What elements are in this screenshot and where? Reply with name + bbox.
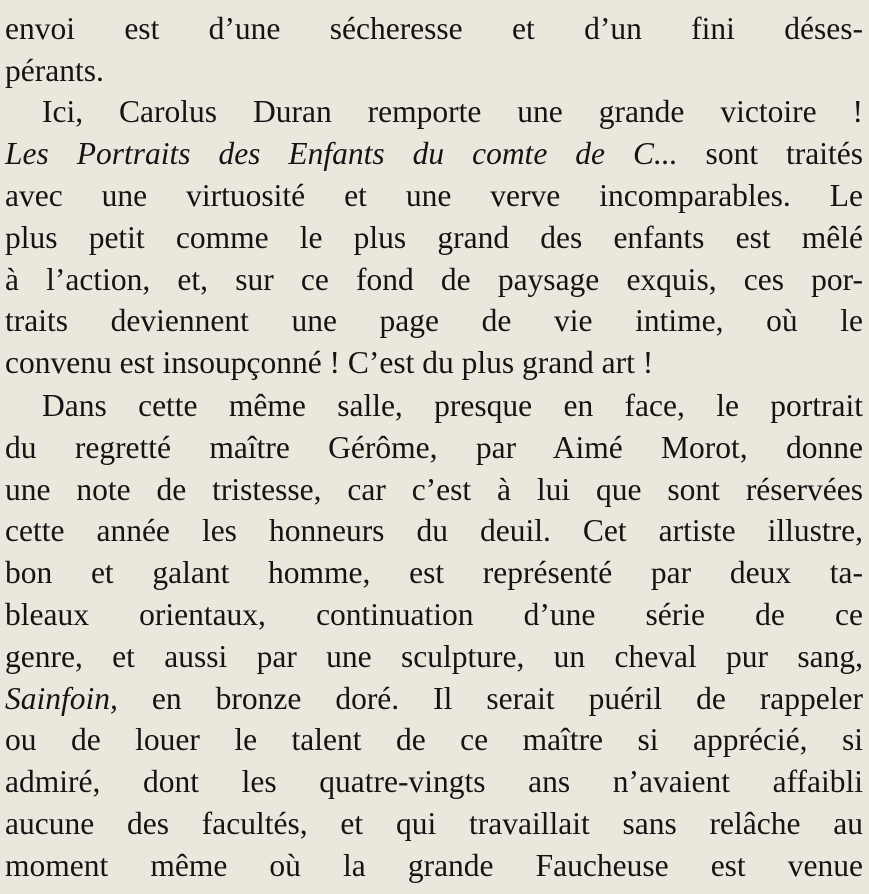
paragraph-3-line-1: Dans cette même salle, presque en face, le portrait bbox=[42, 388, 863, 423]
paragraph-2-line-3: avec une virtuosité et une verve incomparables. Le bbox=[5, 178, 863, 213]
paragraph-2-line-1: Ici, Carolus Duran remporte une grande victoire ! bbox=[42, 94, 863, 129]
paragraph-3-line-2: du regretté maître Gérôme, par Aimé Morot, donne bbox=[5, 430, 863, 465]
paragraph-3-line-6: bleaux orientaux, continuation d’une série de ce bbox=[5, 597, 863, 632]
paragraph-3-line-8 bbox=[5, 678, 863, 720]
paragraph-3-line-11: aucune des facultés, et qui travaillait sans relâche au bbox=[5, 806, 863, 841]
paragraph-2-line-5: à l’action, et, sur ce fond de paysage exquis, ces por- bbox=[5, 262, 863, 297]
paragraph-3-line-4: cette année les honneurs du deuil. Cet artiste illustre, bbox=[5, 513, 863, 548]
text-fragment: en bronze doré. Il serait puéril de rappeler bbox=[117, 681, 863, 716]
text-line-1: envoi est d’une sécheresse et d’un fini déses- bbox=[5, 11, 863, 46]
paragraph-3-line-7: genre, et aussi par une sculpture, un cheval pur sang, bbox=[5, 639, 863, 674]
paragraph-2-line-4: plus petit comme le plus grand des enfants est mêlé bbox=[5, 220, 863, 255]
paragraph-3-line-12: moment même où la grande Faucheuse est venue bbox=[5, 848, 863, 883]
paragraph-3-line-5: bon et galant homme, est représenté par deux ta- bbox=[5, 555, 863, 590]
paragraph-3-line-9: ou de louer le talent de ce maître si apprécié, si bbox=[5, 722, 863, 757]
text-line-2: pérants. bbox=[5, 53, 104, 88]
text-fragment: sont traités bbox=[677, 136, 863, 171]
text-line-cut-bottom bbox=[5, 884, 863, 894]
paragraph-2-line-2 bbox=[5, 133, 863, 175]
paragraph-3-line-10: admiré, dont les quatre-vingts ans n’avaient affaibli bbox=[5, 764, 863, 799]
paragraph-2-line-6: traits deviennent une page de vie intime, où le bbox=[5, 303, 863, 338]
italic-title: Sainfoin, bbox=[5, 681, 118, 716]
italic-title: Les Portraits des Enfants du comte de C... bbox=[5, 136, 678, 171]
paragraph-2-line-7: convenu est insoupçonné ! C’est du plus grand art ! bbox=[5, 345, 654, 380]
paragraph-3-line-3: une note de tristesse, car c’est à lui que sont réservées bbox=[5, 472, 863, 507]
